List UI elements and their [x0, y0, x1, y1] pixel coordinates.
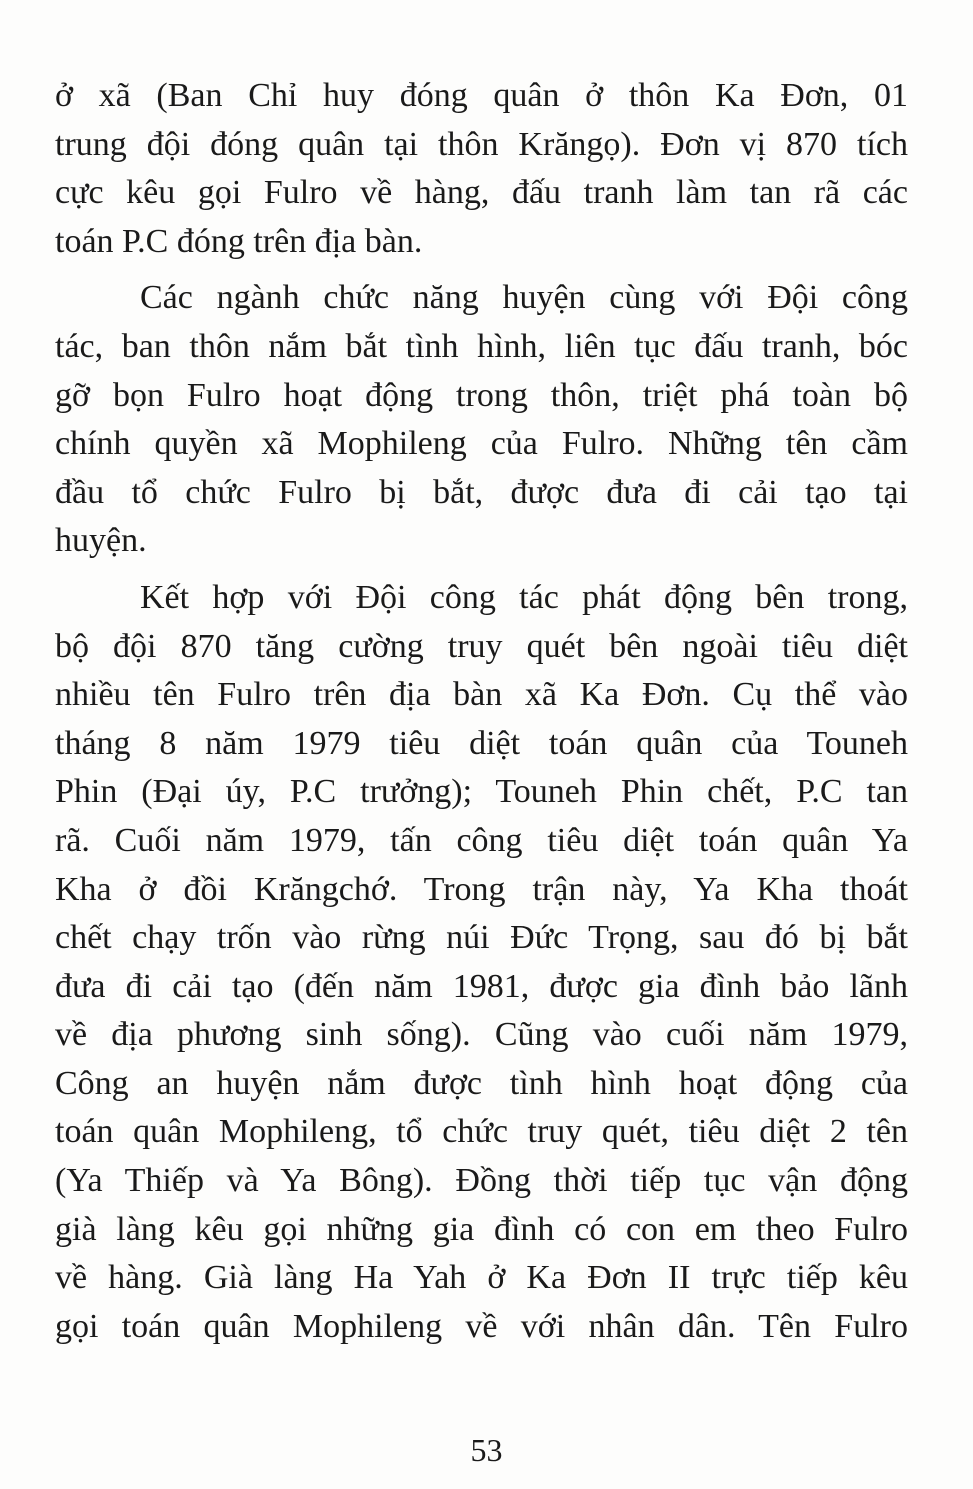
text-line: về hàng. Già làng Ha Yah ở Ka Đơn II trực tiếp kêu [55, 1259, 908, 1297]
text-line: toán P.C đóng trên địa bàn. [55, 222, 423, 260]
text-line: rã. Cuối năm 1979, tấn công tiêu diệt toán quân Ya [55, 821, 908, 859]
text-line: huyện. [55, 522, 147, 560]
text-line: chính quyền xã Mophileng của Fulro. Những tên cầm [55, 425, 908, 463]
text-line: Công an huyện nắm được tình hình hoạt động của [55, 1064, 908, 1102]
text-line: (Ya Thiếp và Ya Bông). Đồng thời tiếp tục vận động [55, 1162, 908, 1200]
body-text [55, 72, 908, 1351]
paragraph-gap [55, 566, 908, 574]
text-line: tác, ban thôn nắm bắt tình hình, liên tục đấu tranh, bóc [55, 327, 908, 365]
text-line: gọi toán quân Mophileng về với nhân dân. Tên Fulro [55, 1307, 908, 1345]
paragraph-2 [55, 274, 908, 566]
text-line: Kha ở đồi Krăngchớ. Trong trận này, Ya Kha thoát [55, 870, 908, 908]
text-line: Phin (Đại úy, P.C trưởng); Touneh Phin chết, P.C tan [55, 773, 908, 811]
text-line: ở xã (Ban Chỉ huy đóng quân ở thôn Ka Đơn, 01 [55, 77, 908, 114]
paragraph-1 [55, 72, 908, 266]
text-line: toán quân Mophileng, tổ chức truy quét, tiêu diệt 2 tên [55, 1113, 908, 1151]
text-line: đầu tổ chức Fulro bị bắt, được đưa đi cải tạo tại [55, 473, 908, 511]
text-line: Kết hợp với Đội công tác phát động bên trong, [140, 578, 908, 616]
text-line: đưa đi cải tạo (đến năm 1981, được gia đình bảo lãnh [55, 967, 908, 1005]
text-line: tháng 8 năm 1979 tiêu diệt toán quân của Touneh [55, 724, 908, 762]
paragraph-gap [55, 266, 908, 274]
text-line: nhiều tên Fulro trên địa bàn xã Ka Đơn. Cụ thể vào [55, 676, 908, 714]
paragraph-3 [55, 574, 908, 1352]
page-number: 53 [470, 1432, 503, 1468]
text-line: bộ đội 870 tăng cường truy quét bên ngoài tiêu diệt [55, 627, 908, 665]
text-line: Các ngành chức năng huyện cùng với Đội công [140, 279, 908, 317]
text-line: già làng kêu gọi những gia đình có con em theo Fulro [55, 1210, 908, 1248]
text-line: trung đội đóng quân tại thôn Krăngọ). Đơn vị 870 tích [55, 125, 908, 163]
text-line: về địa phương sinh sống). Cũng vào cuối năm 1979, [55, 1016, 908, 1054]
text-line: cực kêu gọi Fulro về hàng, đấu tranh làm tan rã các [55, 174, 908, 212]
text-line: chết chạy trốn vào rừng núi Đức Trọng, sau đó bị bắt [55, 919, 908, 957]
text-line: gỡ bọn Fulro hoạt động trong thôn, triệt phá toàn bộ [55, 376, 908, 414]
